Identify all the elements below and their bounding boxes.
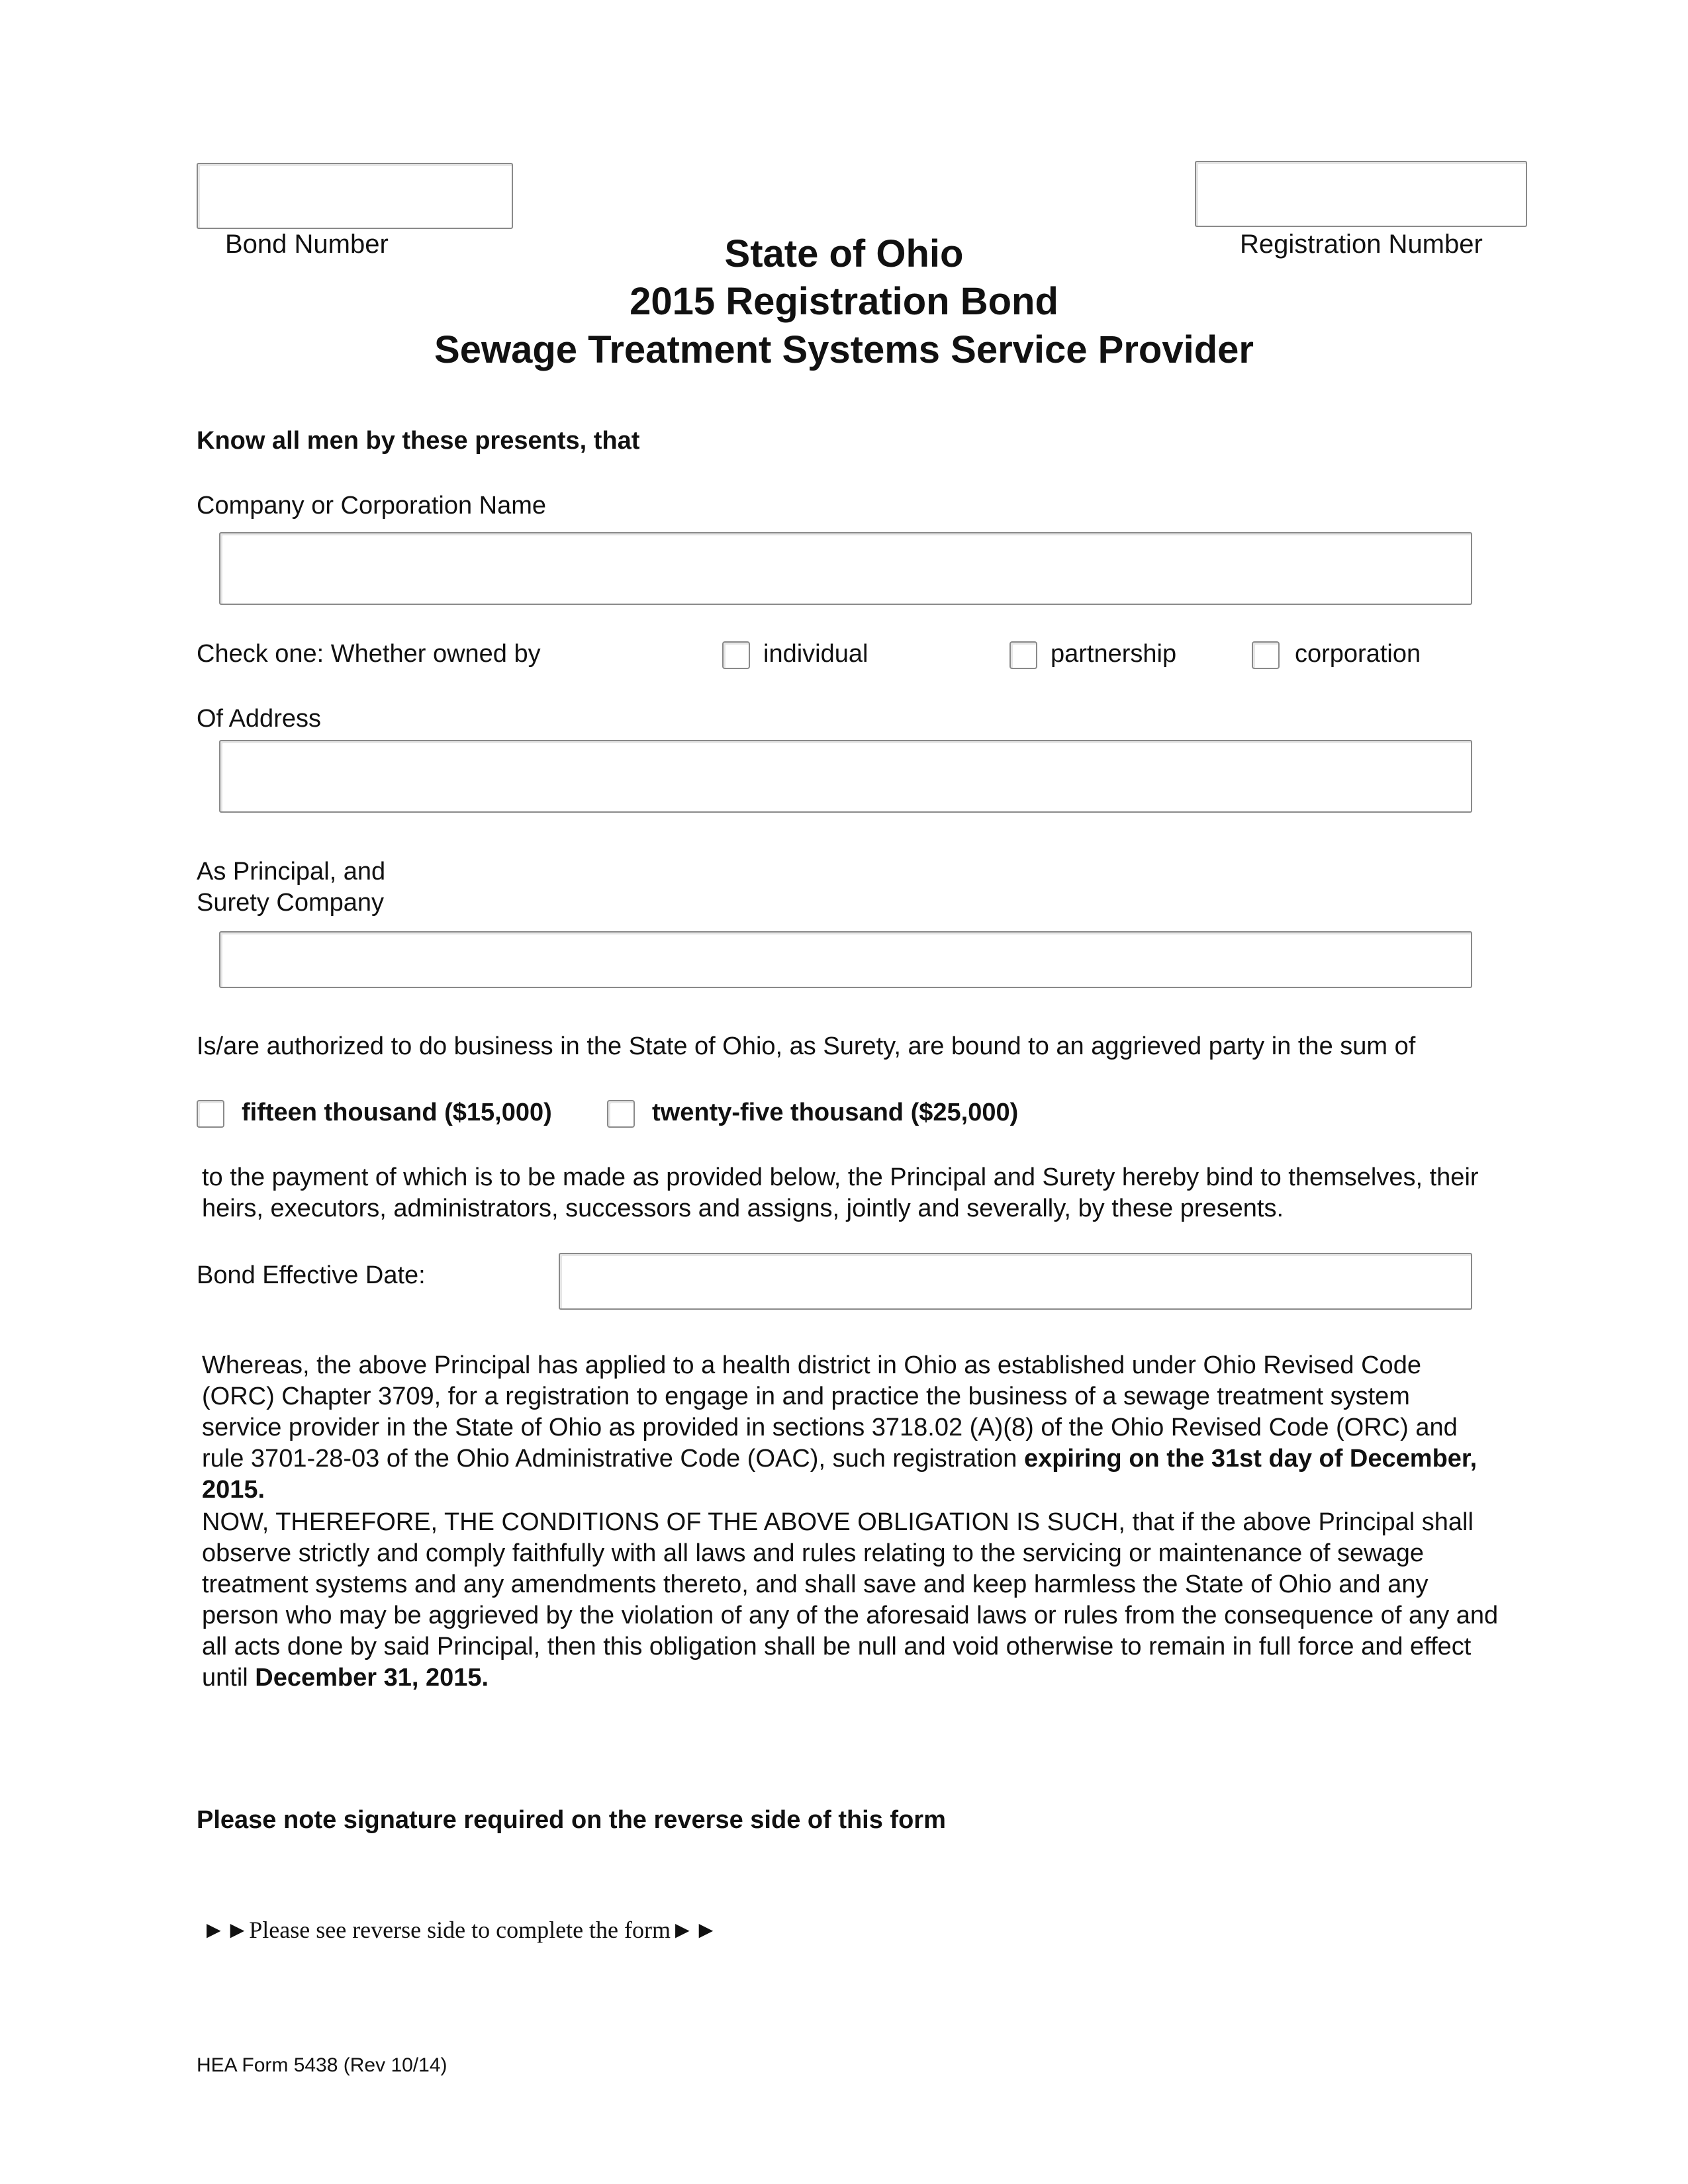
form-id: HEA Form 5438 (Rev 10/14) — [197, 2054, 447, 2076]
page-title-state: State of Ohio — [724, 232, 964, 275]
authorized-text: Is/are authorized to do business in the State of Ohio, as Surety, are bound to an aggrieved party in the sum of — [197, 1032, 1416, 1060]
company-label: Company or Corporation Name — [197, 492, 547, 520]
effective-date-label: Bond Effective Date: — [197, 1261, 426, 1289]
surety-company-label: Surety Company — [197, 889, 385, 917]
address-label: Of Address — [197, 705, 321, 733]
amount-15000-checkbox[interactable] — [197, 1100, 224, 1128]
page-title-provider: Sewage Treatment Systems Service Provider — [434, 328, 1254, 371]
bond-number-label: Bond Number — [225, 230, 389, 259]
effective-date-field[interactable] — [559, 1253, 1472, 1310]
signature-note: Please note signature required on the reverse side of this form — [197, 1806, 946, 1834]
partnership-label: partnership — [1051, 640, 1177, 668]
conditions-date: December 31, 2015. — [255, 1664, 489, 1692]
principal-label: As Principal, and — [197, 858, 386, 886]
page-title-bond: 2015 Registration Bond — [630, 280, 1058, 323]
individual-checkbox[interactable] — [722, 641, 750, 669]
corporation-label: corporation — [1295, 640, 1421, 668]
corporation-checkbox[interactable] — [1252, 641, 1280, 669]
reverse-side-note: ►►Please see reverse side to complete the form►► — [202, 1917, 718, 1943]
bond-number-field[interactable] — [197, 163, 513, 229]
amount-25000-checkbox[interactable] — [607, 1100, 635, 1128]
check-one-label: Check one: Whether owned by — [197, 640, 541, 668]
registration-number-label: Registration Number — [1240, 230, 1483, 259]
registration-number-field[interactable] — [1195, 161, 1527, 227]
partnership-checkbox[interactable] — [1009, 641, 1037, 669]
amount-25000-label: twenty-five thousand ($25,000) — [652, 1099, 1019, 1126]
whereas-text: Whereas, the above Principal has applied to a health district in Ohio as established under Ohio Revised Code (ORC) Chapter 3709, for a registration to engage in and practice the business of a sewage treatment system service provider in the State of Ohio as provided in sections 3718.02 (A)(8) of the Ohio Revised Code (ORC) and rule 3701-28-03 of the Ohio Administrative Code (OAC), such registration — [202, 1351, 1458, 1473]
surety-company-field[interactable] — [219, 931, 1472, 988]
conditions-text: NOW, THEREFORE, THE CONDITIONS OF THE ABOVE OBLIGATION IS SUCH, that if the above Principal shall observe strictly and comply faithfully with all laws and rules relating to the servicing or maintenance of sewage treatment systems and any amendments thereto, and shall save and keep harmless the State of Ohio and any person who may be aggrieved by the violation of any of the aforesaid laws or rules from the consequence of any and all acts done by said Principal, then this obligation shall be null and void otherwise to remain in full force and effect until — [202, 1508, 1499, 1692]
company-name-field[interactable] — [219, 532, 1472, 605]
individual-label: individual — [763, 640, 868, 668]
intro-text: Know all men by these presents, that — [197, 427, 640, 455]
payment-text: to the payment of which is to be made as provided below, the Principal and Surety hereby bind to themselves, their heirs, executors, administrators, successors and assigns, jointly and severally, by these presents. — [202, 1163, 1479, 1222]
whereas-paragraph — [202, 1350, 1493, 1506]
amount-15000-label: fifteen thousand ($15,000) — [242, 1099, 552, 1126]
conditions-paragraph — [202, 1507, 1503, 1694]
address-field[interactable] — [219, 740, 1472, 813]
whereas-expiry: expiring on the 31st day of December, 2015. — [202, 1445, 1477, 1504]
